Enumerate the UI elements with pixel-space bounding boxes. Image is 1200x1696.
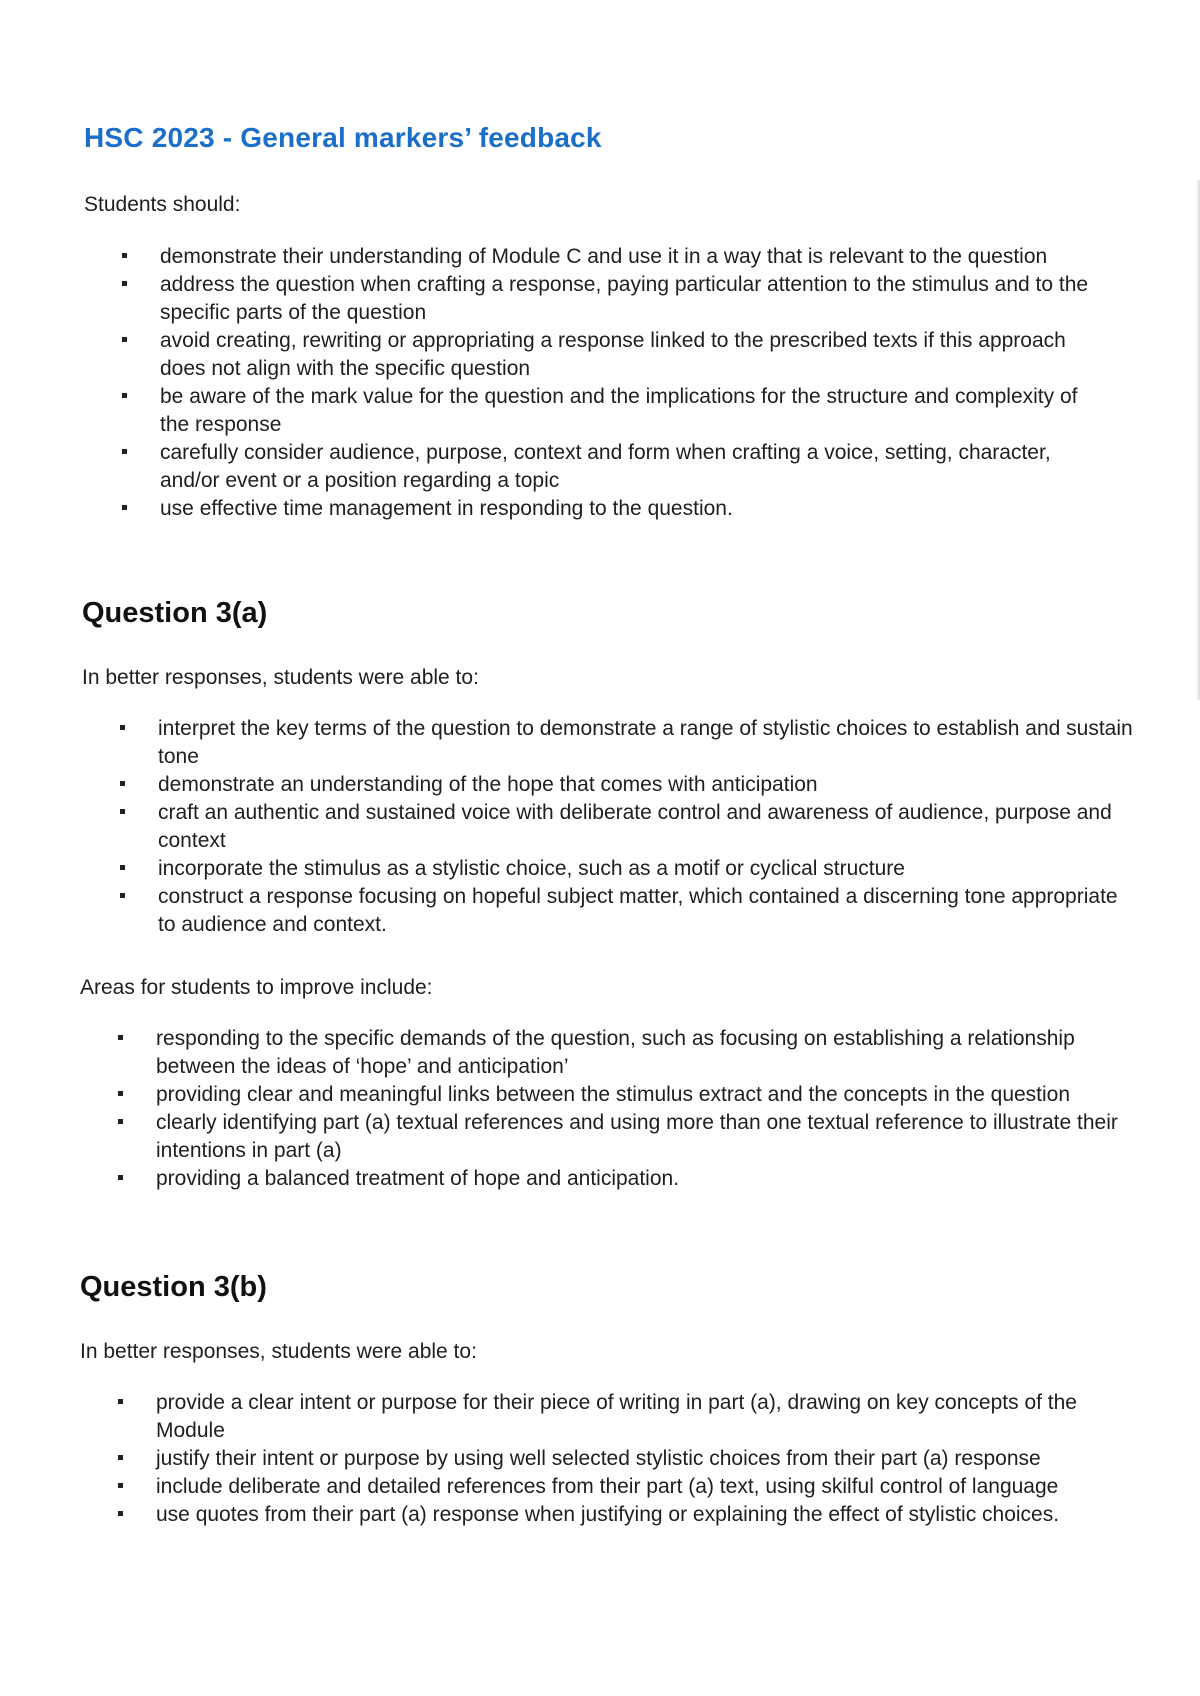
bullet-marker <box>118 1399 123 1404</box>
list-item: provide a clear intent or purpose for their piece of writing in part (a), drawing on key concepts of the Module <box>118 1389 1138 1445</box>
q3b-better-list <box>118 1389 1138 1529</box>
bullet-marker <box>122 505 127 510</box>
list-item: avoid creating, rewriting or appropriating a response linked to the prescribed texts if this approach does not align with the specific question <box>122 327 1112 383</box>
bullet-marker <box>120 893 125 898</box>
list-item: be aware of the mark value for the question and the implications for the structure and complexity of the response <box>122 383 1112 439</box>
list-item: incorporate the stimulus as a stylistic choice, such as a motif or cyclical structure <box>120 855 1140 883</box>
bullet-marker <box>120 865 125 870</box>
document-title: HSC 2023 - General markers’ feedback <box>84 122 602 153</box>
list-item: use quotes from their part (a) response when justifying or explaining the effect of stylistic choices. <box>118 1501 1138 1529</box>
list-item: providing clear and meaningful links between the stimulus extract and the concepts in the question <box>118 1081 1138 1109</box>
list-item: clearly identifying part (a) textual references and using more than one textual reference to illustrate their intentions in part (a) <box>118 1109 1138 1165</box>
question-3b-heading: Question 3(b) <box>80 1271 267 1303</box>
bullet-marker <box>122 337 127 342</box>
bullet-marker <box>118 1455 123 1460</box>
bullet-marker <box>120 809 125 814</box>
general-list <box>122 243 1112 523</box>
q3a-improve-intro: Areas for students to improve include: <box>80 976 433 999</box>
list-item: craft an authentic and sustained voice with deliberate control and awareness of audience, purpose and context <box>120 799 1140 855</box>
bullet-marker <box>118 1119 123 1124</box>
q3b-better-intro: In better responses, students were able to: <box>80 1340 477 1363</box>
scan-edge-shadow <box>1196 180 1200 700</box>
list-item: use effective time management in responding to the question. <box>122 495 1112 523</box>
question-3a-heading: Question 3(a) <box>82 597 268 629</box>
bullet-marker <box>122 449 127 454</box>
list-item: providing a balanced treatment of hope and anticipation. <box>118 1165 1138 1193</box>
bullet-marker <box>118 1483 123 1488</box>
list-item: justify their intent or purpose by using well selected stylistic choices from their part (a) response <box>118 1445 1138 1473</box>
bullet-marker <box>118 1091 123 1096</box>
list-item: interpret the key terms of the question to demonstrate a range of stylistic choices to establish and sustain tone <box>120 715 1140 771</box>
bullet-marker <box>122 253 127 258</box>
bullet-marker <box>122 393 127 398</box>
bullet-marker <box>120 725 125 730</box>
q3a-better-intro: In better responses, students were able to: <box>82 666 479 689</box>
list-item: responding to the specific demands of the question, such as focusing on establishing a relationship between the ideas of ‘hope’ and anticipation’ <box>118 1025 1138 1081</box>
list-item: carefully consider audience, purpose, context and form when crafting a voice, setting, character, and/or event or a position regarding a topic <box>122 439 1112 495</box>
list-item: address the question when crafting a response, paying particular attention to the stimulus and to the specific parts of the question <box>122 271 1112 327</box>
list-item: demonstrate an understanding of the hope that comes with anticipation <box>120 771 1140 799</box>
bullet-marker <box>118 1035 123 1040</box>
q3a-improve-list <box>118 1025 1138 1193</box>
q3a-better-list <box>120 715 1140 939</box>
list-item: demonstrate their understanding of Module C and use it in a way that is relevant to the question <box>122 243 1112 271</box>
list-item: include deliberate and detailed references from their part (a) text, using skilful control of language <box>118 1473 1138 1501</box>
general-intro: Students should: <box>84 193 241 216</box>
bullet-marker <box>122 281 127 286</box>
bullet-marker <box>118 1175 123 1180</box>
bullet-marker <box>118 1511 123 1516</box>
list-item: construct a response focusing on hopeful subject matter, which contained a discerning tone appropriate to audience and context. <box>120 883 1140 939</box>
bullet-marker <box>120 781 125 786</box>
